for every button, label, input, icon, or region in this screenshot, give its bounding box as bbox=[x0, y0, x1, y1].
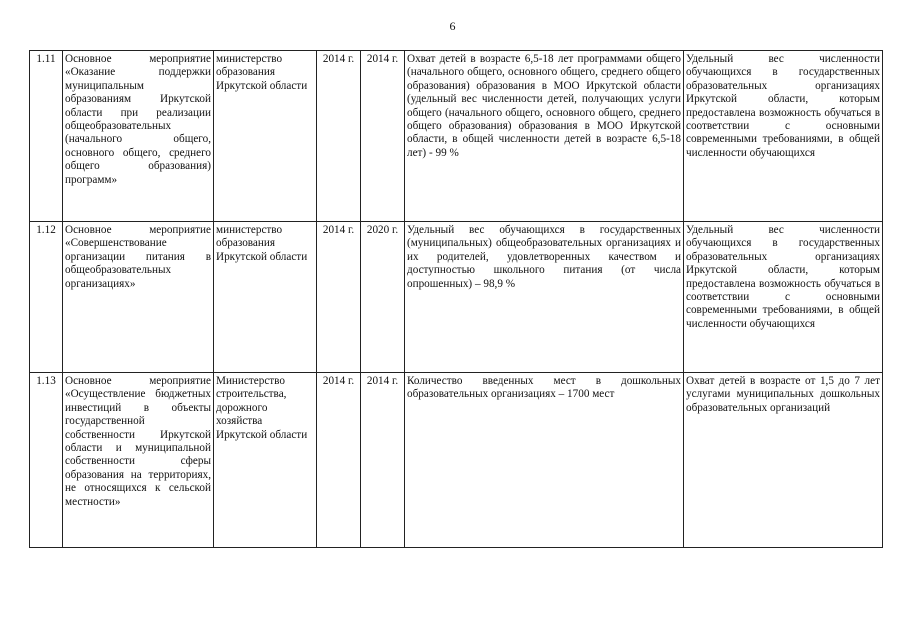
row-number: 1.11 bbox=[30, 51, 63, 222]
table-row bbox=[30, 222, 883, 373]
start-year: 2014 г. bbox=[317, 51, 361, 222]
row-number: 1.13 bbox=[30, 373, 63, 548]
executor: министерство образования Иркутской области bbox=[214, 51, 317, 222]
target-indicator: Охват детей в возрасте от 1,5 до 7 лет услугами муниципальных дошкольных образовательных организаций bbox=[684, 373, 883, 548]
activity-name: Основное мероприятие «Совершенствование организации питания в общеобразовательных организациях» bbox=[63, 222, 214, 373]
start-year: 2014 г. bbox=[317, 373, 361, 548]
end-year: 2014 г. bbox=[361, 51, 405, 222]
target-indicator: Удельный вес численности обучающихся в государственных образовательных организациях Иркутской области, которым предоставлена возможность обучаться в соответствии с основными современными требованиями, в общей численности обучающихся bbox=[684, 51, 883, 222]
end-year: 2020 г. bbox=[361, 222, 405, 373]
program-activities-table bbox=[29, 50, 883, 548]
activity-name: Основное мероприятие «Оказание поддержки муниципальным образованиям Иркутской области при реализации общеобразовательных (начального общего, основного общего, среднего общего образования) программ» bbox=[63, 51, 214, 222]
table-row bbox=[30, 373, 883, 548]
target-indicator: Удельный вес численности обучающихся в государственных образовательных организациях Иркутской области, которым предоставлена возможность обучаться в соответствии с основными современными требованиями, в общей численности обучающихся bbox=[684, 222, 883, 373]
end-year: 2014 г. bbox=[361, 373, 405, 548]
start-year: 2014 г. bbox=[317, 222, 361, 373]
table-row bbox=[30, 51, 883, 222]
row-number: 1.12 bbox=[30, 222, 63, 373]
expected-result: Охват детей в возрасте 6,5-18 лет программами общего (начального общего, основного общего, среднего общего образования) образования в МОО Иркутской области (удельный вес численности детей, получающих услуги общего (начального общего, основного общего, среднего общего образования) образования в МОО Иркутской области, в общей численности детей в возрасте 6,5-18 лет) - 99 % bbox=[405, 51, 684, 222]
expected-result: Удельный вес обучающихся в государственных (муниципальных) общеобразовательных организациях и их родителей, удовлетворенных качеством и доступностью школьного питания (от числа опрошенных) – 98,9 % bbox=[405, 222, 684, 373]
expected-result: Количество введенных мест в дошкольных образовательных организациях – 1700 мест bbox=[405, 373, 684, 548]
executor: Министерство строительства, дорожного хозяйства Иркутской области bbox=[214, 373, 317, 548]
page-number: 6 bbox=[449, 19, 456, 33]
activity-name: Основное мероприятие «Осуществление бюджетных инвестиций в объекты государственной собственности Иркутской области и муниципальной собственности сферы образования на территориях, не относящихся к сельской местности» bbox=[63, 373, 214, 548]
executor: министерство образования Иркутской области bbox=[214, 222, 317, 373]
